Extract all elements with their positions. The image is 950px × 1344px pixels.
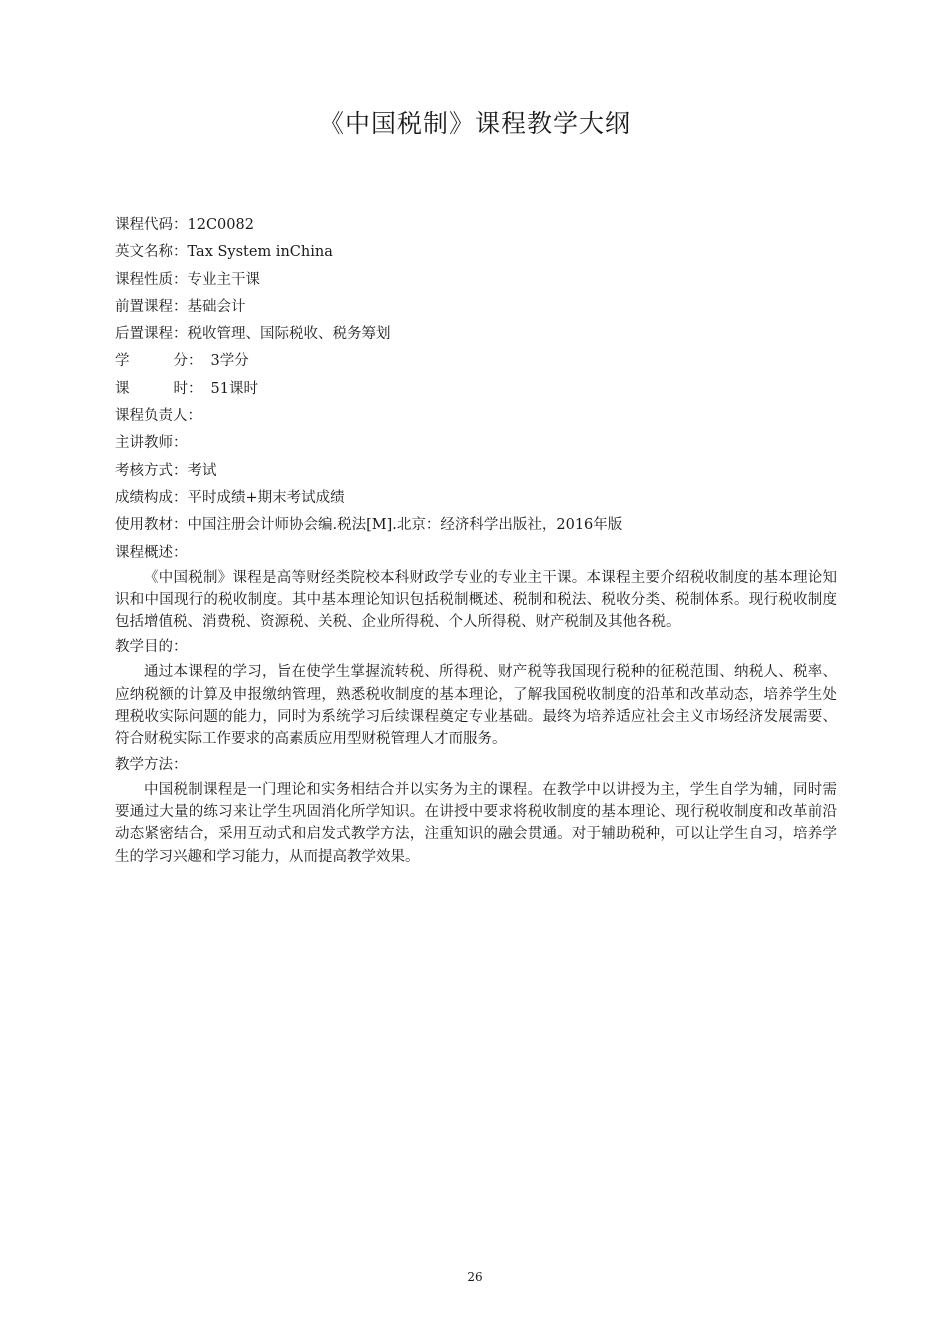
- english-name-row: [115, 239, 837, 266]
- field-label: 成绩构成：: [115, 489, 188, 506]
- syllabus-content: [115, 212, 837, 869]
- field-label-first-char: 学: [115, 353, 130, 370]
- field-label: 主讲教师：: [115, 435, 188, 452]
- field-value: 专业主干课: [187, 271, 260, 288]
- field-value: 中国注册会计师协会编.税法[M].北京：经济科学出版社，2016年版: [187, 517, 623, 534]
- field-label: 前置课程：: [115, 298, 188, 315]
- assessment-row: [115, 458, 837, 485]
- field-label-second-part: 时：: [173, 380, 203, 397]
- objectives-paragraph: 通过本课程的学习，旨在使学生掌握流转税、所得税、财产税等我国现行税种的征税范围、纳税人、税率、应纳税额的计算及申报缴纳管理，熟悉税收制度的基本理论，了解我国税收制度的沿革和改革动态，培养学生处理税收实际问题的能力，同时为系统学习后续课程奠定专业基础。最终为培养适应社会主义市场经济发展需要、符合财税实际工作要求的高素质应用型财税管理人才而服务。: [115, 664, 837, 748]
- field-value: 51课时: [210, 380, 258, 397]
- lecturer-row: [115, 430, 837, 457]
- field-value: 税收管理、国际税收、税务筹划: [187, 326, 391, 343]
- grade-composition-row: [115, 485, 837, 512]
- field-value: 基础会计: [187, 298, 246, 315]
- field-label: 英文名称：: [115, 244, 188, 261]
- credits-row: [115, 348, 837, 375]
- objectives-heading: 教学目的：: [115, 639, 188, 656]
- field-label: 课程代码：: [115, 217, 188, 233]
- field-value: 12C0082: [187, 217, 254, 233]
- field-value: 平时成绩+期末考试成绩: [187, 489, 345, 506]
- field-label: 使用教材：: [115, 517, 188, 534]
- methods-heading: 教学方法：: [115, 756, 188, 773]
- textbook-row: [115, 512, 837, 539]
- course-code-row: [115, 212, 837, 239]
- field-label: 课程性质：: [115, 271, 188, 288]
- field-value: 考试: [187, 462, 217, 479]
- followup-courses-row: [115, 321, 837, 348]
- field-label: 课程负责人：: [115, 408, 202, 425]
- page-number: 26: [467, 1270, 483, 1284]
- overview-heading: 课程概述：: [115, 544, 188, 561]
- field-label: 后置课程：: [115, 326, 188, 343]
- field-label-second-part: 分：: [173, 353, 203, 370]
- document-title: 《中国税制》课程教学大纲: [318, 109, 631, 138]
- course-leader-row: [115, 403, 837, 430]
- methods-paragraph: 中国税制课程是一门理论和实务相结合并以实务为主的课程。在教学中以讲授为主，学生自学为辅，同时需要通过大量的练习来让学生巩固消化所学知识。在讲授中要求将税收制度的基本理论、现行税收制度和改革前沿动态紧密结合，采用互动式和启发式教学方法，注重知识的融会贯通。对于辅助税种，可以让学生自习，培养学生的学习兴趣和学习能力，从而提高教学效果。: [115, 781, 837, 865]
- course-nature-row: [115, 267, 837, 294]
- field-value: Tax System inChina: [187, 244, 333, 261]
- prerequisite-row: [115, 294, 837, 321]
- field-label: 考核方式：: [115, 462, 188, 479]
- overview-paragraph: 《中国税制》课程是高等财经类院校本科财政学专业的专业主干课。本课程主要介绍税收制度的基本理论知识和中国现行的税收制度。其中基本理论知识包括税制概述、税制和税法、税收分类、税制体系。现行税收制度包括增值税、消费税、资源税、关税、企业所得税、个人所得税、财产税制及其他各税。: [115, 569, 837, 631]
- hours-row: [115, 376, 837, 403]
- field-label-first-char: 课: [115, 380, 130, 397]
- field-value: 3学分: [210, 353, 249, 370]
